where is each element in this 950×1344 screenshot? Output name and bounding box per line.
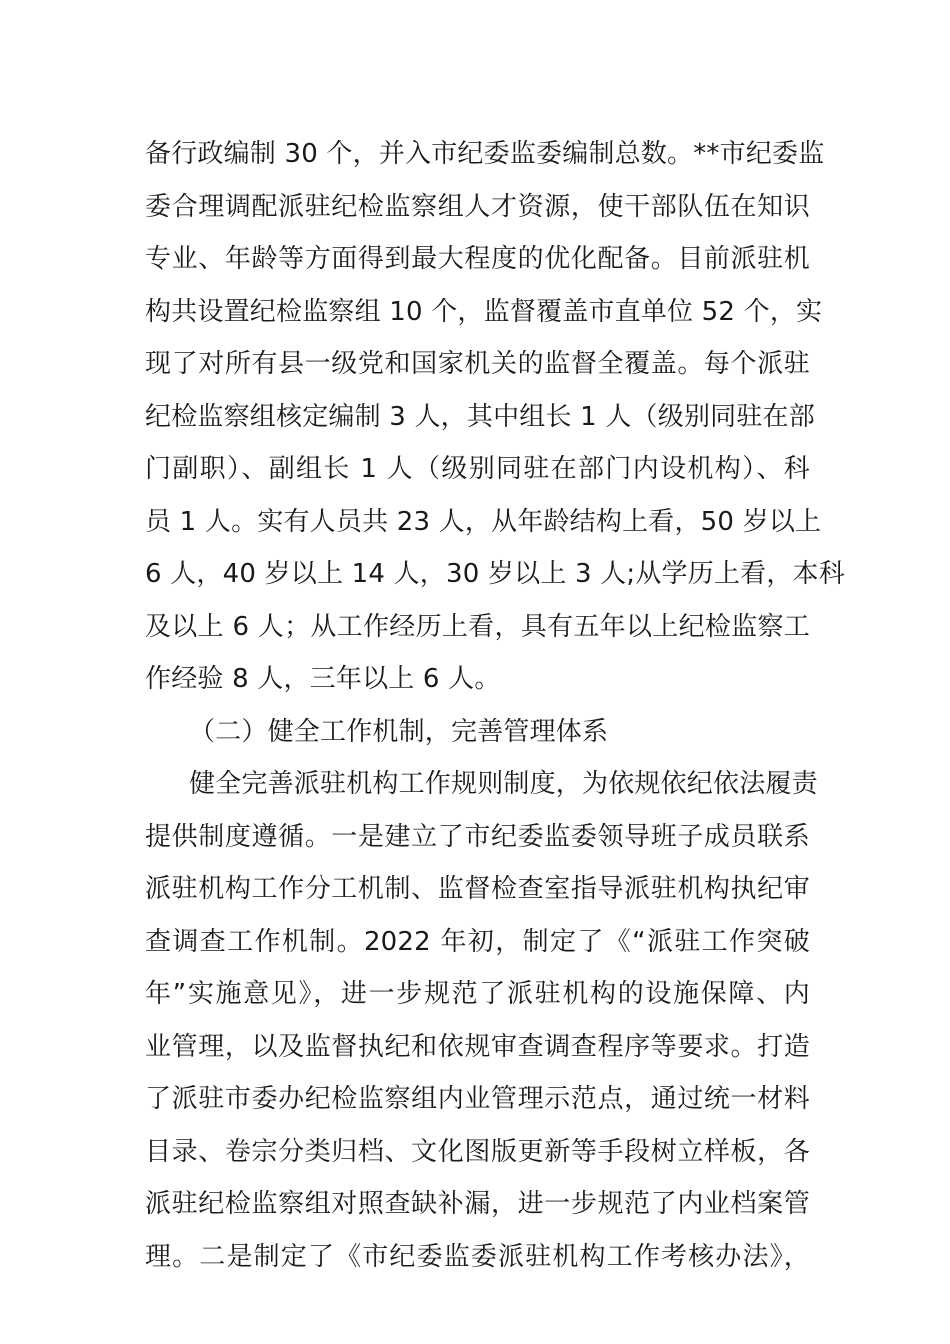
paragraph-line: 门副职）、副组长 1 人（级别同驻在部门内设机构）、科 [145,454,810,484]
paragraph-line: 派驻机构工作分工机制、监督检查室指导派驻机构执纪审 [145,874,810,904]
paragraph-line-last: 作经验 8 人，三年以上 6 人。 [145,664,501,694]
paragraph-line: 及以上 6 人；从工作经历上看，具有五年以上纪检监察工 [145,611,810,642]
paragraph-line-first: 健全完善派驻机构工作规则制度，为依规依纪依法履责 [189,769,818,799]
paragraph-line: 业管理，以及监督执纪和依规审查调查程序等要求。打造 [145,1031,810,1062]
paragraph-line: 目录、卷宗分类归档、文化图版更新等手段树立样板，各 [145,1136,810,1167]
paragraph-line: 专业、年龄等方面得到最大程度的优化配备。目前派驻机 [145,244,810,274]
paragraph-line: 提供制度遵循。一是建立了市纪委监委领导班子成员联系 [145,821,810,852]
paragraph-line: 员 1 人。实有人员共 23 人，从年龄结构上看，50 岁以上 [145,506,822,537]
paragraph-line: 委合理调配派驻纪检监察组人才资源，使干部队伍在知识 [145,191,810,222]
paragraph-line: 构共设置纪检监察组 10 个，监督覆盖市直单位 52 个，实 [145,296,823,327]
paragraph-line: 理。二是制定了《市纪委监委派驻机构工作考核办法》， [145,1241,810,1272]
section-heading: （二）健全工作机制，完善管理体系 [189,716,609,747]
paragraph-line: 了派驻市委办纪检监察组内业管理示范点，通过统一材料 [145,1084,810,1114]
paragraph-line: 派驻纪检监察组对照查缺补漏，进一步规范了内业档案管 [145,1189,810,1219]
paragraph-line: 纪检监察组核定编制 3 人，其中组长 1 人（级别同驻在部 [145,401,815,432]
paragraph-line: 现了对所有县一级党和国家机关的监督全覆盖。每个派驻 [145,349,810,379]
paragraph-line: 查调查工作机制。2022 年初，制定了《“派驻工作突破 [145,926,810,957]
paragraph-line: 备行政编制 30 个，并入市纪委监委编制总数。**市纪委监 [145,139,825,169]
paragraph-line: 年”实施意见》，进一步规范了派驻机构的设施保障、内 [145,979,810,1009]
paragraph-line: 6 人，40 岁以上 14 人，30 岁以上 3 人;从学历上看，本科 [145,559,845,589]
document-body [145,128,845,1283]
